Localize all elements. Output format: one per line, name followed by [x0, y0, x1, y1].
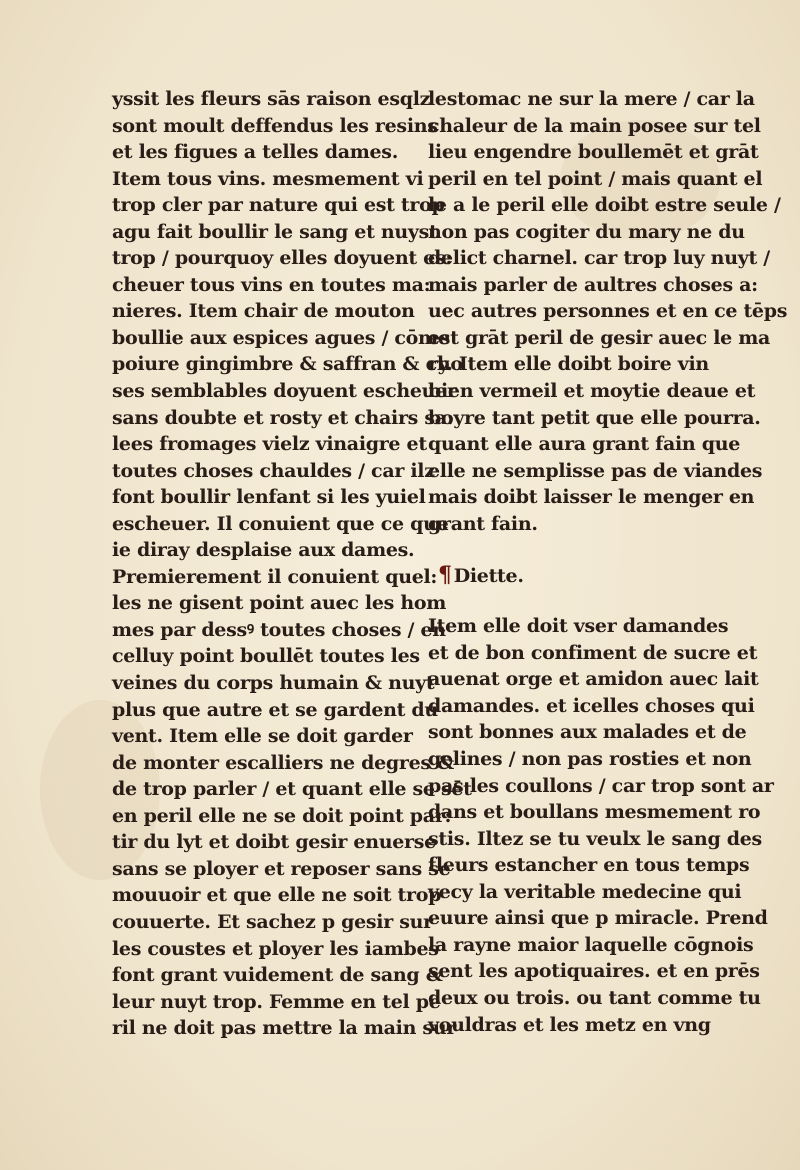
section-gap [428, 537, 728, 555]
text-line: euure ainsi que p miracle. Prend [428, 907, 768, 930]
text-line: Item tous vins. mesmement vi [112, 167, 424, 190]
text-line: agu fait boullir le sang et nuyst [112, 220, 438, 243]
text-line: vecy la veritable medecine qui [428, 880, 742, 903]
text-line: peril en tel point / mais quant el [428, 167, 763, 190]
text-line: escheuer. Il conuient que ce que [112, 512, 449, 535]
text-line: Item elle doit vser damandes [428, 615, 729, 638]
text-line: sans se ployer et reposer sans se [112, 857, 451, 880]
section-gap [428, 595, 728, 613]
left-column [112, 86, 472, 1042]
text-line: plus que autre et se gardent du [112, 698, 438, 721]
text-line: la rayne maior laquelle cōgnois [428, 933, 754, 956]
text-line: mouuoir et que elle ne soit trop [112, 884, 442, 907]
text-line: Premierement il conuient quel: [112, 565, 438, 588]
text-line: celluy point boullēt toutes les [112, 645, 420, 668]
text-line: font boullir lenfant si les yuiel [112, 486, 426, 509]
text-line: stis. Iltez se tu veulx le sang des [428, 827, 762, 850]
text-line: mais doibt laisser le menger en [428, 486, 755, 509]
text-line: couuerte. Et sachez p gesir sur [112, 910, 433, 933]
text-line: ie diray desplaise aux dames. [112, 539, 415, 562]
text-line: veines du corps humain & nuyt [112, 672, 435, 695]
text-line: grant fain. [428, 512, 538, 535]
right-column [428, 86, 788, 1038]
heading-text: Diette. [453, 565, 524, 588]
text-line: deux ou trois. ou tant comme tu [428, 986, 761, 1009]
text-line: delict charnel. car trop luy nuyt / [428, 247, 770, 270]
text-line: nieres. Item chair de mouton [112, 300, 415, 323]
text-line: de monter escalliers ne degres & [112, 751, 454, 774]
text-line: sont moult deffendus les resins [112, 114, 438, 137]
text-line: bien vermeil et moytie deaue et [428, 380, 756, 403]
text-line: de trop parler / et quant elle se sēt [112, 778, 472, 801]
text-line: cheuer tous vins en toutes ma: [112, 273, 431, 296]
text-line: lees fromages vielz vinaigre et [112, 433, 427, 456]
text-line: boyre tant petit que elle pourra. [428, 406, 761, 429]
text-line: yssit les fleurs sās raison esqlz [112, 88, 431, 110]
text-line: chaleur de la main posee sur tel [428, 114, 761, 137]
text-line: ril ne doit pas mettre la main sur [112, 1017, 457, 1040]
text-line: vent. Item elle se doit garder [112, 725, 413, 748]
text-line: boullie aux espices agues / cōme [112, 326, 450, 349]
text-line: mes par dessꝰ toutes choses / en [112, 618, 446, 641]
text-line: sont bonnes aux malades et de [428, 721, 747, 744]
text-line: non pas cogiter du mary ne du [428, 220, 745, 243]
text-line: mais parler de aultres choses a: [428, 273, 758, 296]
text-line: les coustes et ployer les iambes [112, 937, 439, 960]
text-line: toutes choses chauldes / car ilz [112, 459, 435, 482]
text-line: le a le peril elle doibt estre seule / [428, 194, 781, 217]
text-line: et de bon confiment de sucre et [428, 641, 758, 664]
text-line: en peril elle ne se doit point par: [112, 804, 452, 827]
text-line: lieu engendre boullemēt et grāt [428, 141, 759, 164]
text-line: dans et boullans mesmement ro [428, 801, 761, 824]
text-line: trop cler par nature qui est trop [112, 194, 445, 217]
text-line: trop / pourquoy elles doyuent es: [112, 247, 453, 270]
text-line: pas les coullons / car trop sont ar [428, 774, 774, 797]
text-line: vouldras et les metz en vng [428, 1013, 711, 1036]
text-line: ses semblables doyuent escheuer [112, 380, 457, 403]
text-line: tir du lyt et doibt gesir enuerse [112, 831, 436, 854]
text-line: damandes. et icelles choses qui [428, 694, 755, 717]
text-line: poiure gingimbre & saffran & cho [112, 353, 463, 376]
text-line: elle ne semplisse pas de viandes [428, 459, 763, 482]
text-line: gelines / non pas rosties et non [428, 748, 752, 771]
text-line: est grāt peril de gesir auec le ma [428, 326, 771, 349]
text-line: font grant vuidement de sang & [112, 964, 443, 987]
text-line: quant elle aura grant fain que [428, 433, 741, 456]
pilcrow-icon: ¶ [438, 562, 452, 589]
text-line: sent les apotiquaires. et en prēs [428, 960, 760, 983]
text-line: fleurs estancher en tous temps [428, 854, 750, 877]
text-line: lestomac ne sur la mere / car la [428, 88, 755, 110]
text-line: leur nuyt trop. Femme en tel pe [112, 990, 441, 1013]
text-line: les ne gisent point auec les hom [112, 592, 447, 615]
text-line: uec autres personnes et en ce tēps [428, 300, 788, 323]
text-line: et les figues a telles dames. [112, 141, 399, 164]
text-line: sans doubte et rosty et chairs sa: [112, 406, 454, 429]
text-line: ry. Item elle doibt boire vin [428, 353, 709, 376]
text-line: auenat orge et amidon auec lait [428, 668, 759, 691]
section-heading [438, 555, 728, 595]
